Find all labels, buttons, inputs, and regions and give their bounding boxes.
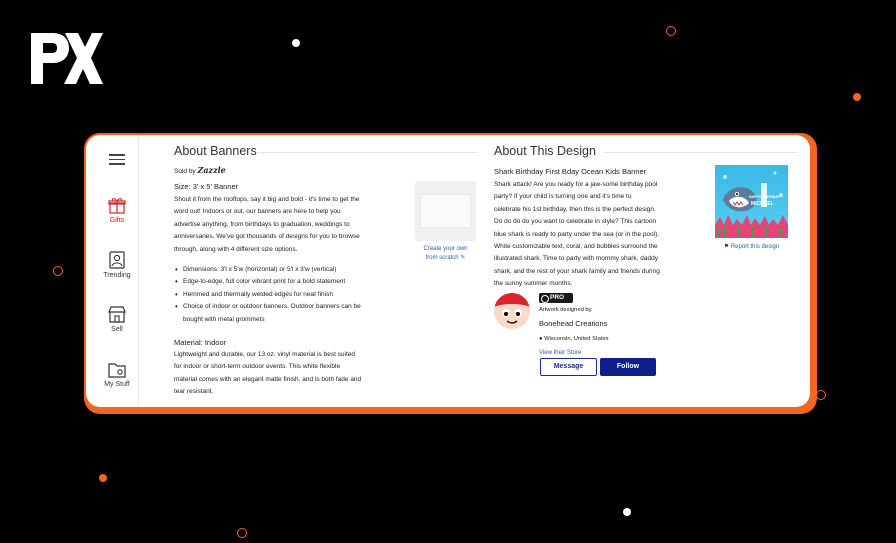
decor-ring [53, 266, 63, 276]
decor-ring [666, 26, 676, 36]
list-item: • Choice of indoor or outdoor banners. Outdoor banners can be bought with metal grommets [174, 301, 414, 326]
follow-button[interactable]: Follow [600, 358, 656, 376]
decor-dot [623, 508, 631, 516]
designed-by-label: Artwork designed by [539, 307, 592, 313]
create-your-own-link[interactable]: Create your own from scratch ✎ [423, 246, 468, 261]
decor-ring [237, 528, 247, 538]
sidebar-item-sell[interactable] [86, 306, 148, 333]
location-pin-icon: ● [539, 336, 543, 342]
list-item: • Edge-to-edge, full color vibrant print for a bold statement [174, 276, 414, 288]
design-preview-image[interactable] [715, 165, 788, 238]
material-heading: Material: Indoor [174, 338, 227, 347]
decor-ring [816, 390, 826, 400]
trending-icon [108, 251, 126, 269]
report-design-link[interactable]: ⚑ Report this design [723, 244, 780, 250]
sidebar-item-label: Trending [103, 272, 131, 279]
sidebar-item-label: Sell [111, 326, 123, 333]
sidebar-item-my-stuff[interactable] [86, 362, 148, 388]
decor-dot [853, 93, 861, 101]
design-description: Shark attack! Are you ready for a jaw-some birthday pool party? If your child is turning one and it's time to celebrate his 1st birthday, then this is the perfect design. Do do do do you want to celebrate in style? This cartoon blue shark is ready to party under the sea (or in the pool). White customizable text, coral, and bubbles surround the illustrated shark. Time to party with mommy shark, daddy shark, and the rest of your shark family and friends during the sunny summer months. [494, 181, 660, 288]
list-item: • Hemmed and thermally welded edges for neat finish [174, 289, 414, 301]
blank-banner-thumbnail[interactable] [415, 181, 476, 241]
folder-icon [108, 362, 126, 378]
about-design-title: About This Design [494, 144, 596, 158]
view-store-link[interactable]: View their Store [539, 350, 582, 356]
size-heading: Size: 3' x 5' Banner [174, 182, 239, 191]
divider [258, 152, 477, 153]
pencil-icon: ✎ [460, 255, 466, 261]
designer-avatar[interactable] [494, 293, 530, 329]
sidebar-item-label: My Stuff [104, 381, 130, 388]
px-logo [31, 33, 103, 84]
store-icon [108, 306, 126, 323]
about-banners-title: About Banners [174, 144, 257, 158]
menu-icon[interactable] [109, 154, 125, 168]
decor-dot [99, 474, 107, 482]
decor-dot [292, 39, 300, 47]
image-text-happy-birthday: HAPPY BIRTHDAY [749, 195, 780, 199]
flag-icon: ⚑ [723, 244, 730, 250]
sidebar-item-trending[interactable] [86, 251, 148, 279]
sidebar-item-label: Gifts [109, 217, 125, 224]
avatar-face [494, 293, 530, 329]
material-description: Lightweight and durable, our 13 oz. vinyl material is best suited for indoor or short-term outdoor events. This white flexible material comes with an elegant matte finish, and is both fade and tear resistant. [174, 351, 362, 396]
sidebar [86, 135, 139, 407]
image-text-name: MICHAEL [751, 201, 774, 207]
banner-features [174, 264, 414, 326]
gift-icon [108, 197, 126, 214]
sold-by-prefix: Sold by [174, 168, 196, 175]
banner-description: Shout it from the rooftops, say it big and bold - it's time to get the word out! Indoors or out, our banners are here to help you advertise anything, from birthdays to graduation, weddings to anniversaries. We've got thousands of designs for you to browse through, along with 4 different size options. [174, 196, 360, 253]
message-button[interactable]: Message [540, 358, 597, 376]
divider [604, 152, 797, 153]
designer-location: ● Wisconsin, United States [539, 336, 609, 342]
sold-by [174, 165, 226, 177]
product-name: Shark Birthday First Bday Ocean Kids Banner [494, 167, 647, 176]
list-item: • Dimensions: 3'l x 5'w (horizontal) or 5'l x 3'w (vertical) [174, 264, 414, 276]
sidebar-item-gifts[interactable] [86, 197, 148, 224]
seller-link[interactable]: Zazzle [197, 165, 226, 175]
pro-badge: PRO [539, 293, 573, 303]
designer-name[interactable]: Bonehead Creations [539, 319, 608, 328]
product-details-card [86, 135, 810, 407]
